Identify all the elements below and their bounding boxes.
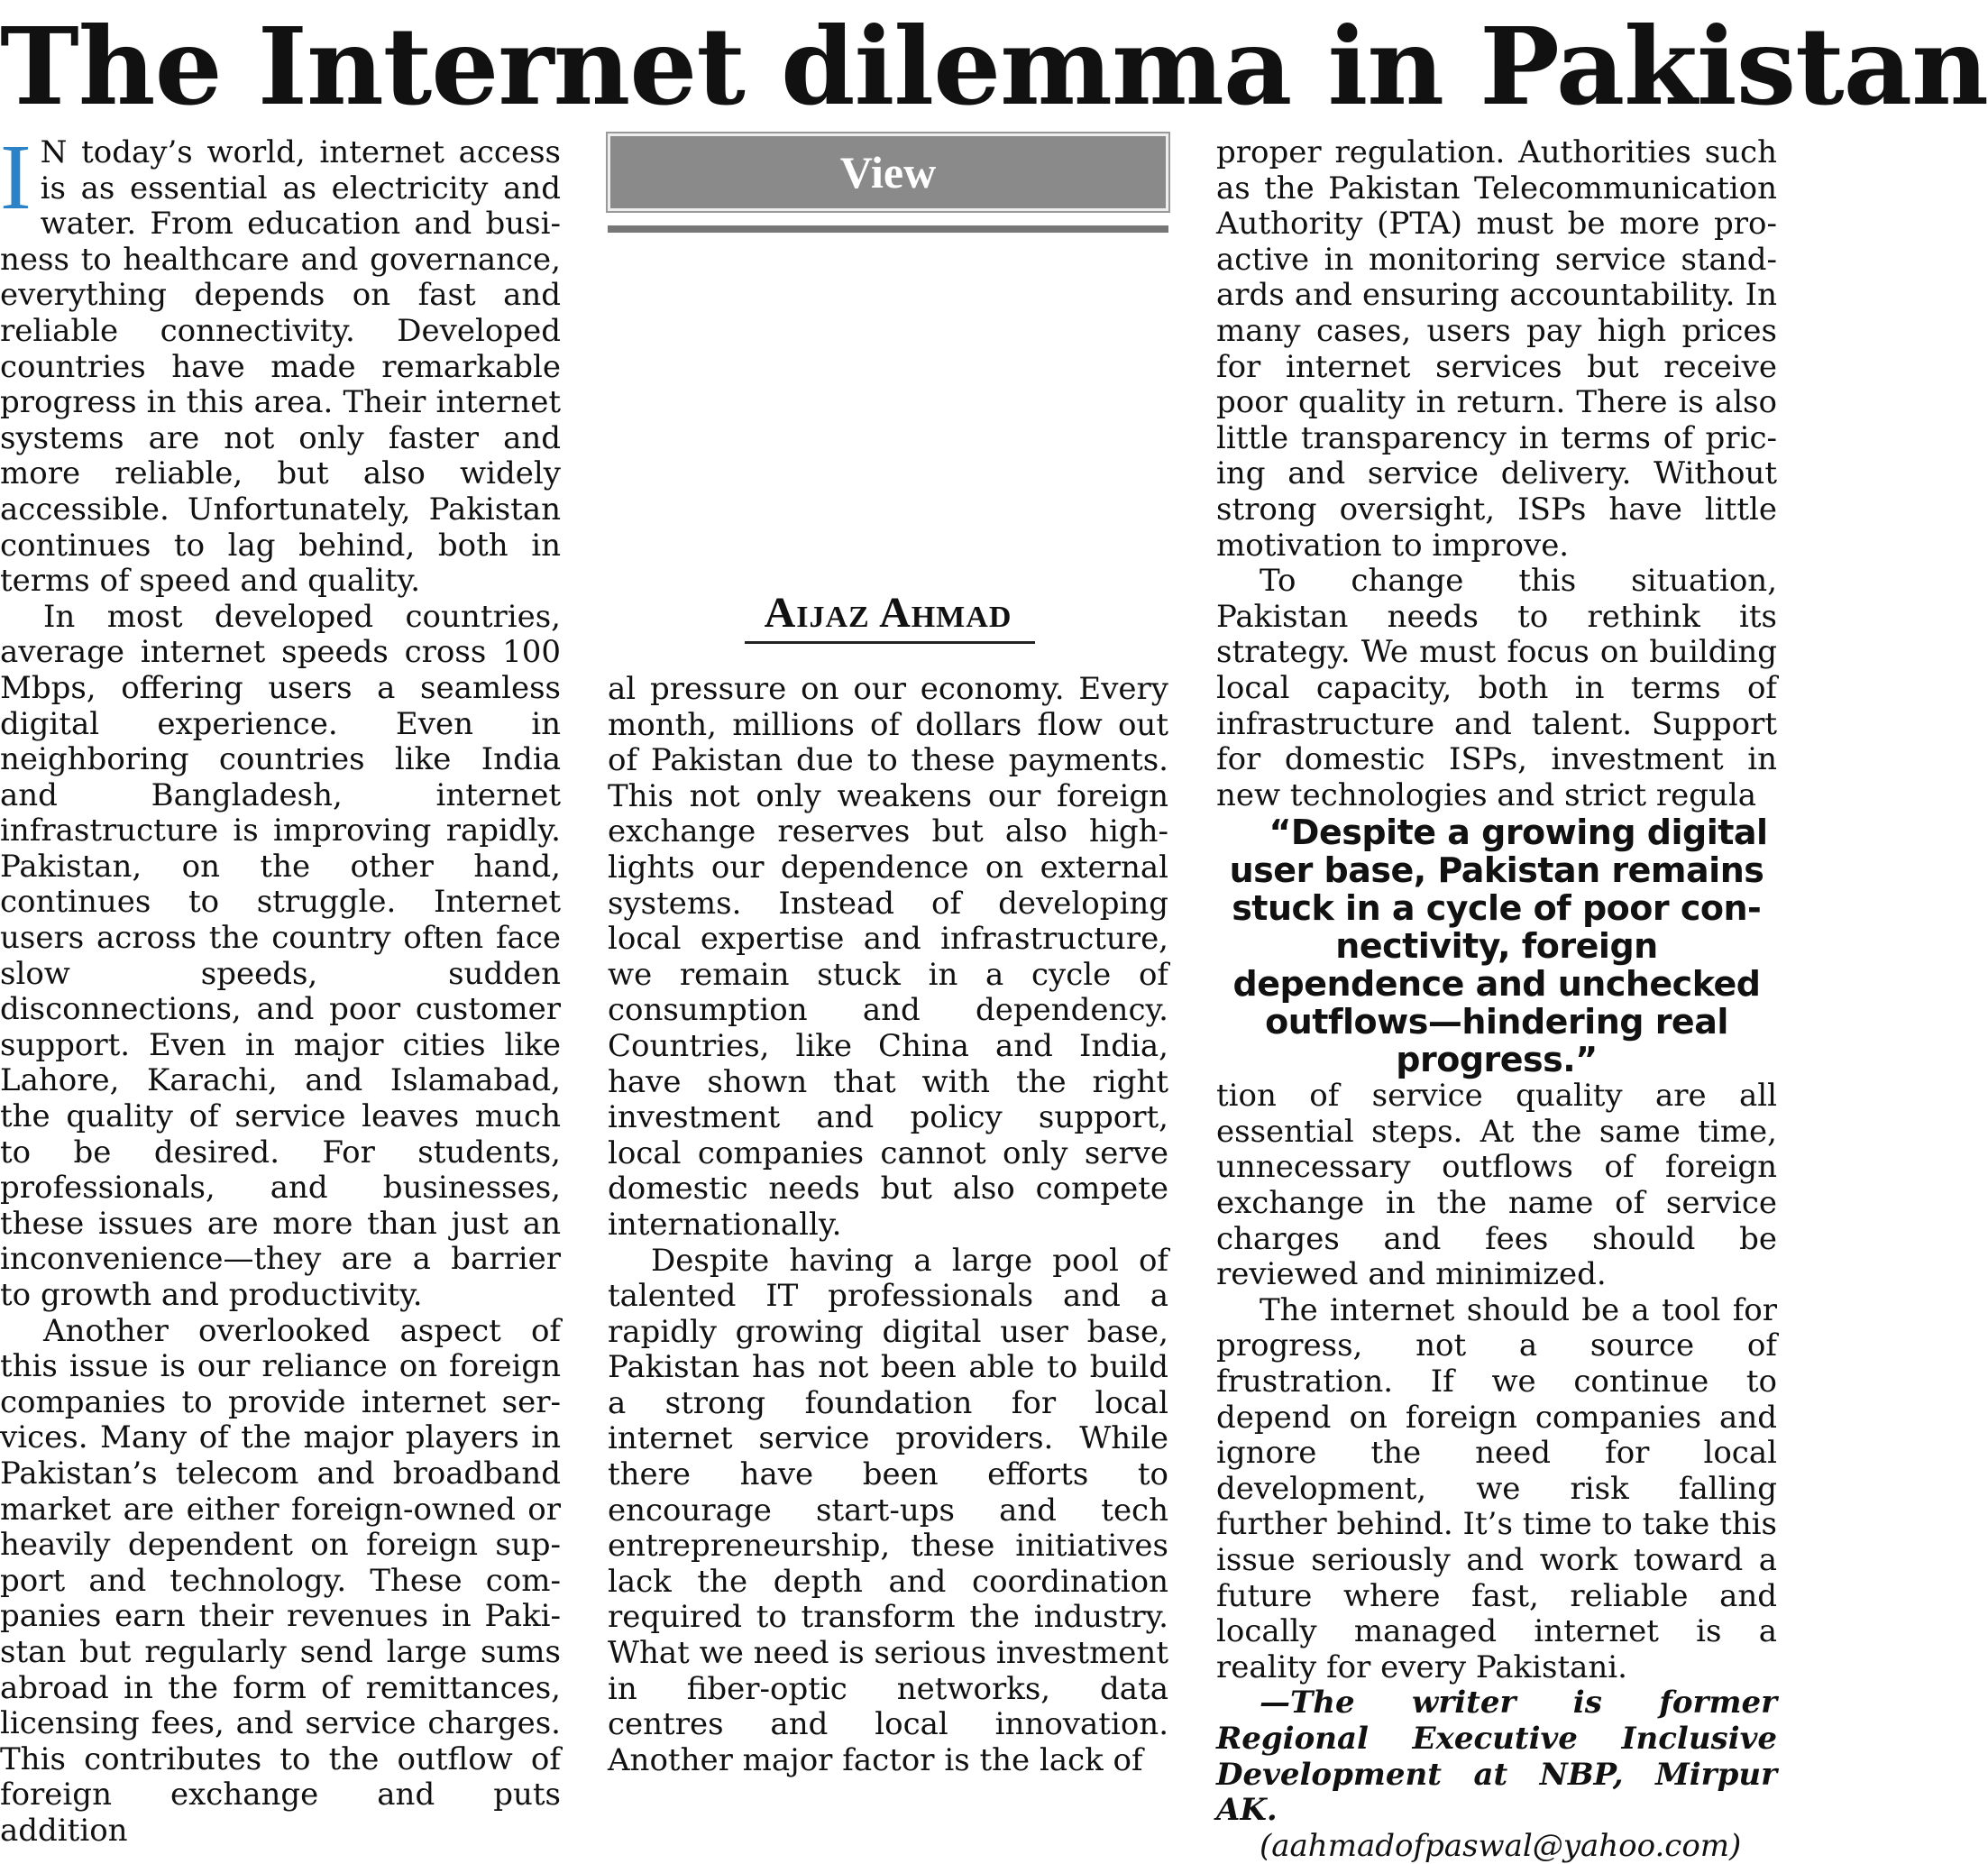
author-email: (aahmadofpaswal@yahoo.com) — [1260, 1827, 1742, 1864]
paragraph: al pressure on our economy. Every month, millions of dollars flow out of Pakistan due to these payments. This not only weakens our foreign exchange reserves but also highlights our dependence on external systems. Instead of developing local expertise and infrastructure, we remain stuck in a cycle of consumption and dependency. Countries, like China and India, have shown that with the right investment and policy support, local companies cannot only serve domestic needs but also compete internationally. — [608, 671, 1168, 1243]
paragraph: To change this situation, Pakistan needs to rethink its strategy. We must focus on building local capacity, both in terms of infrastructure and talent. Support for domestic ISPs, investment in new technologies and strict regula — [1216, 563, 1777, 813]
column-3 — [1216, 135, 1777, 1864]
author-portrait — [739, 242, 1046, 575]
paragraph-text: N today’s world, internet access is as essential as electricity and water. From education and business to healthcare and governance, everything depends on fast and reliable connectivity. Developed countries have made remarkable progress in this area. Their internet systems are not only faster and more reliable, but also widely accessible. Unfortunately, Pakistan continues to lag behind, both in terms of speed and quality. — [0, 134, 561, 600]
column-1 — [0, 125, 561, 1850]
section-label-box — [608, 133, 1168, 211]
drop-cap: I — [0, 125, 32, 229]
author-byline — [608, 591, 1168, 636]
author-name: Aijaz Ahmad — [764, 589, 1012, 637]
paragraph — [0, 125, 561, 600]
pull-quote: “Despite a growing digital user base, Pakistan remains stuck in a cycle of poor connectivity, foreign dependence and unchecked outflows—hindering real progress.” — [1229, 813, 1768, 1080]
paragraph: The internet should be a tool for progress, not a source of frustration. If we continue to depend on foreign companies and ignore the need for local development, we risk falling further behind. It’s time to take this issue seriously and work toward a future where fast, reliable and locally managed internet is a reality for every Pakistani. — [1216, 1291, 1777, 1685]
headline: The Internet dilemma in Pakistan — [0, 4, 1988, 129]
divider — [608, 225, 1168, 233]
paragraph: Another overlooked aspect of this issue is our reliance on foreign companies to provide internet services. Many of the major players in Pakistan’s telecom and broadband market are either foreign-owned or heavily dependent on foreign support and technology. These companies earn their revenues in Pakistan but regularly send large sums abroad in the form of remittances, licensing fees, and service charges. This contributes to the outflow of foreign exchange and puts addition — [0, 1312, 561, 1849]
paragraph: tion of service quality are all essential steps. At the same time, unnecessary outflows of foreign exchange in the name of service charges and fees should be reviewed and minimized. — [1216, 1078, 1777, 1293]
paragraph: proper regulation. Authorities such as the Pakistan Telecommunication Authority (PTA) must be more proactive in monitoring service standards and ensuring accountability. In many cases, users pay high prices for internet services but receive poor quality in return. There is also little transparency in terms of pricing and service delivery. Without strong oversight, ISPs have little motivation to improve. — [1216, 134, 1777, 564]
column-2 — [608, 672, 1168, 1778]
paragraph: In most developed countries, average internet speeds cross 100 Mbps, offering users a seamless digital experience. Even in neighboring countries like India and Bangladesh, internet infrastructure is improving rapidly. Pakistan, on the other hand, continues to struggle. Internet users across the country often face slow speeds, sudden disconnections, and poor customer support. Even in major cities like Lahore, Karachi, and Islamabad, the quality of service leaves much to be desired. For students, professionals, and businesses, these issues are more than just an inconvenience—they are a barrier to growth and productivity. — [0, 598, 561, 1313]
author-signoff: —The writer is former Regional Executive Inclusive Development at NBP, Mirpur AK. — [1216, 1685, 1777, 1829]
section-label: View — [839, 147, 937, 197]
byline-underline — [745, 641, 1035, 644]
paragraph: Despite having a large pool of talented IT professionals and a rapidly growing digital user base, Pakistan has not been able to build a strong foundation for local internet service providers. While there have been efforts to encourage start-ups and tech entrepreneurship, these initiatives lack the depth and coordination required to transform the industry. What we need is serious investment in fiber-optic networks, data centres and local innovation. Another major factor is the lack of — [608, 1242, 1168, 1778]
